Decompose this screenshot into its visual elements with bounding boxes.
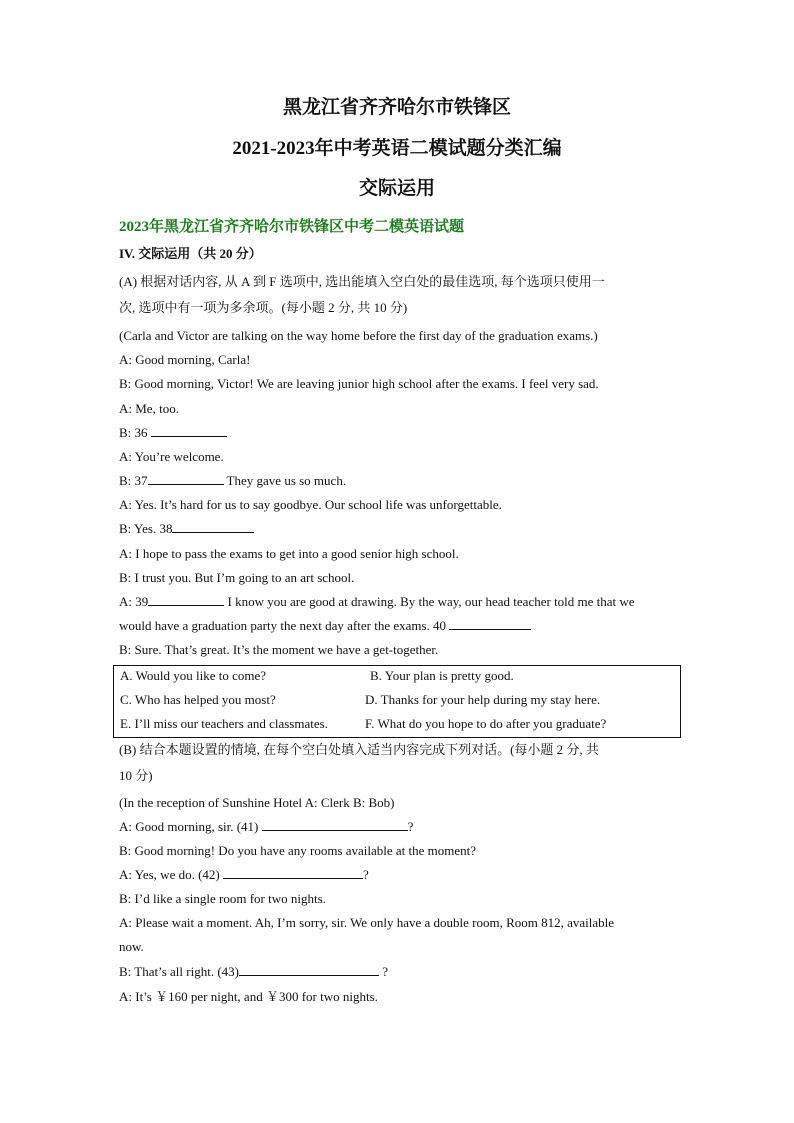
dialogue-text: B: 37 <box>119 473 148 488</box>
answer-blank-39[interactable] <box>148 593 224 606</box>
option-d: D. Thanks for your help during my stay here. <box>365 692 601 707</box>
doc-title-topic: 交际运用 <box>358 178 435 199</box>
dialogue-text: A: Yes, we do. (42) <box>119 867 223 882</box>
answer-blank-41[interactable] <box>262 818 408 831</box>
dialogue-text: would have a graduation party the next day after the exams. 40 <box>119 618 450 633</box>
dialogue-line-38 <box>119 520 254 538</box>
dialogue-line: B: Sure. That’s great. It’s the moment we have a get-together. <box>119 642 439 657</box>
dialogue-text: ? <box>363 867 369 882</box>
dialogue-text: B: 36 <box>119 425 148 440</box>
options-box <box>113 665 681 738</box>
dialogue-line: A: It’s ￥160 per night, and ￥300 for two nights. <box>119 989 378 1004</box>
dialogue-line-39 <box>119 593 635 611</box>
dialogue-line-43 <box>119 963 388 981</box>
dialogue-text: B: Yes. 38 <box>119 521 173 536</box>
dialogue-text: They gave us so much. <box>223 473 347 488</box>
dialogue-text: ? <box>379 964 389 979</box>
doc-title-region: 黑龙江省齐齐哈尔市铁锋区 <box>282 97 511 118</box>
dialogue-line: now. <box>119 939 144 954</box>
answer-blank-43[interactable] <box>239 963 379 976</box>
dialogue-line: A: Good morning, Carla! <box>119 352 251 367</box>
answer-blank-38[interactable] <box>172 520 254 533</box>
answer-blank-40[interactable] <box>449 617 531 630</box>
partB-context: (In the reception of Sunshine Hotel A: Clerk B: Bob) <box>119 795 395 810</box>
doc-title-series: 2021-2023年中考英语二模试题分类汇编 <box>232 138 562 159</box>
dialogue-line: A: I hope to pass the exams to get into a good senior high school. <box>119 546 459 561</box>
partB-instruction-1: (B) 结合本题设置的情境, 在每个空白处填入适当内容完成下列对话。(每小题 2 分, 共 <box>119 742 599 757</box>
dialogue-line: A: Me, too. <box>119 401 179 416</box>
dialogue-text: ? <box>407 819 414 834</box>
dialogue-text: B: That’s all right. (43) <box>119 964 239 979</box>
dialogue-line-41 <box>119 818 413 836</box>
dialogue-line: A: Yes. It’s hard for us to say goodbye. Our school life was unforgettable. <box>119 497 502 512</box>
part-title: IV. 交际运用（共 20 分） <box>119 246 262 261</box>
option-a: A. Would you like to come? <box>120 668 267 683</box>
answer-blank-42[interactable] <box>223 866 363 879</box>
dialogue-line: B: Good morning! Do you have any rooms available at the moment? <box>119 843 477 858</box>
dialogue-text: A: 39 <box>119 594 149 609</box>
dialogue-line: B: I’d like a single room for two nights. <box>119 891 326 906</box>
partA-context: (Carla and Victor are talking on the way home before the first day of the graduation exams.) <box>119 328 598 343</box>
dialogue-line: B: Good morning, Victor! We are leaving junior high school after the exams. I feel very sad. <box>119 376 599 391</box>
answer-blank-37[interactable] <box>148 472 224 485</box>
option-b: B. Your plan is pretty good. <box>370 668 514 683</box>
option-c: C. Who has helped you most? <box>120 692 276 707</box>
dialogue-text: A: Good morning, sir. (41) <box>119 819 262 834</box>
dialogue-text: I know you are good at drawing. By the way, our head teacher told me that we <box>224 594 635 609</box>
partA-instruction-1: (A) 根据对话内容, 从 A 到 F 选项中, 选出能填入空白处的最佳选项, 每个选项只使用一 <box>119 274 605 289</box>
dialogue-line: B: I trust you. But I’m going to an art school. <box>119 570 355 585</box>
partA-instruction-2: 次, 选项中有一项为多余项。(每小题 2 分, 共 10 分) <box>119 300 408 315</box>
dialogue-line-36 <box>119 424 227 442</box>
dialogue-line: A: You’re welcome. <box>119 449 224 464</box>
dialogue-line: A: Please wait a moment. Ah, I’m sorry, sir. We only have a double room, Room 812, available <box>119 915 615 930</box>
dialogue-line-37 <box>119 472 346 490</box>
answer-blank-36[interactable] <box>151 424 227 437</box>
option-f: F. What do you hope to do after you graduate? <box>365 716 607 731</box>
dialogue-line-40 <box>119 617 531 635</box>
partB-instruction-2: 10 分) <box>119 768 153 783</box>
section-heading: 2023年黑龙江省齐齐哈尔市铁锋区中考二模英语试题 <box>119 219 465 235</box>
option-e: E. I’ll miss our teachers and classmates. <box>120 716 328 731</box>
dialogue-line-42 <box>119 866 369 884</box>
